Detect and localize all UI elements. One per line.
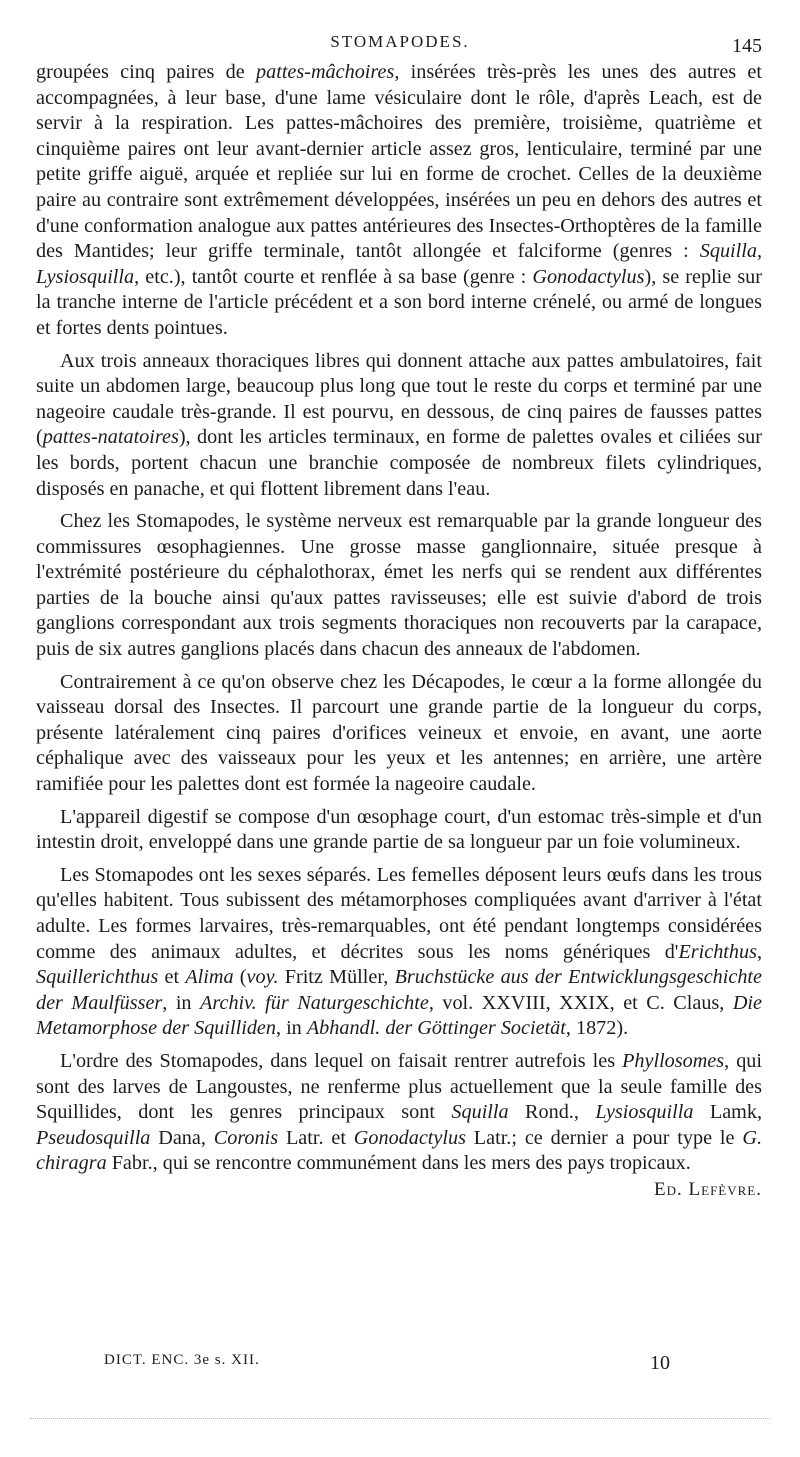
italic-text: Squilla <box>451 1101 509 1124</box>
text-run: L'ordre des Stomapodes, dans lequel on faisait rentrer autrefois les <box>60 1049 623 1072</box>
text-run: Latr.; ce dernier a pour type le <box>465 1126 743 1149</box>
text-run: , insérées très-près les unes des autres et accompagnées, à leur base, d'une lame vésiculaire dont le rôle, d'après Leach, est de servir à la respiration. Les pattes-mâchoires des première, troisième, quatrième et cinquième paires ont leur avant-dernier article assez gros, lenticulaire, terminé par une petite griffe aiguë, arquée et repliée sur lui en forme de crochet. Celles de la deuxième paire au contraire sont extrêmement développées, insérées un peu en dehors des autres et d'une conformation analogue aux pattes antérieures des Insectes-Orthoptères de la famille des Mantides; leur griffe terminale, tantôt allongée et falciforme (genres : <box>36 61 762 263</box>
italic-text: Lysiosquilla <box>36 265 135 288</box>
text-run: Lamk, <box>693 1101 763 1124</box>
text-run: Dana, <box>150 1126 214 1149</box>
footer-reference: DICT. ENC. 3e s. XII. <box>104 1352 260 1368</box>
text-run: ), dont les articles terminaux, en forme de palettes ovales et ciliées sur les bords, portent chacun une branchie composée de nombreux filets cylindriques, disposés en panache, et qui flottent librement dans l'eau. <box>36 426 762 500</box>
page-number: 145 <box>732 35 762 57</box>
text-run: Contrairement à ce qu'on observe chez les Décapodes, le cœur a la forme allongée du vaisseau dorsal des Insectes. Il parcourt une grande partie de la longueur du corps, présente latéralement cinq paires d'orifices veineux et envoie, en avant, une aorte céphalique avec des vaisseaux pour les yeux et les antennes; en arrière, une artère ramifiée pour les palettes dont est formée la nageoire caudale. <box>36 670 762 796</box>
italic-text: voy. <box>246 966 279 989</box>
text-run: Chez les Stomapodes, le système nerveux est remarquable par la grande longueur des commissures œsophagiennes. Une grosse masse ganglionnaire, située presque à l'extrémité postérieure du céphalothorax, émet les nerfs qui se rendent aux différentes parties de la bouche ainsi qu'aux pattes ravisseuses; elle est suivie d'abord de trois ganglions correspondant aux trois segments thoraciques non recouverts par la carapace, puis de six autres ganglions placés dans chacun des anneaux de l'abdomen. <box>36 510 762 661</box>
italic-text: pattes-natatoires <box>42 426 179 449</box>
text-run: , etc.), tantôt courte et renflée à sa base (genre : <box>134 265 533 288</box>
text-run: L'appareil digestif se compose d'un œsophage court, d'un estomac très-simple et d'un intestin droit, enveloppé dans une grande partie de sa longueur par un foie volumineux. <box>36 805 762 854</box>
text-run: Aux trois anneaux thoraciques libres qui donnent attache aux pattes ambulatoires, fait suite un abdomen large, beaucoup plus long que tout le reste du corps et terminé par une nageoire caudale très-grande. Il est pourvu, en dessous, de cinq paires de fausses pattes ( <box>36 349 762 449</box>
text-run: , 1872). <box>565 1017 629 1040</box>
italic-text: Erichthus <box>678 940 757 963</box>
paragraph <box>36 349 762 503</box>
text-run: Fabr., qui se rencontre communément dans les mers des pays tropicaux. <box>106 1152 691 1175</box>
page-footer <box>0 1352 800 1382</box>
paragraph <box>36 805 762 856</box>
text-run: , <box>756 240 762 263</box>
text-run: , vol. XXVIII, XXIX, et C. Claus, <box>428 991 733 1014</box>
author-signature: Ed. Lefèvre. <box>654 1178 762 1200</box>
italic-text: G. chiragra <box>36 1126 762 1175</box>
text-run: Latr. et <box>278 1126 354 1149</box>
italic-text: Gonodactylus <box>353 1126 466 1149</box>
scan-edge-divider <box>30 1418 770 1419</box>
text-run: ( <box>233 966 247 989</box>
paragraph <box>36 670 762 798</box>
paragraph <box>36 509 762 663</box>
text-run: , in <box>162 991 201 1014</box>
text-run: groupées cinq paires de <box>36 61 257 83</box>
italic-text: pattes-mâchoires <box>256 61 395 83</box>
italic-text: Coronis <box>213 1126 279 1149</box>
italic-text: Alima <box>185 966 234 989</box>
paragraph <box>36 1049 763 1200</box>
text-run: , qui sont des larves de Langoustes, ne renferme plus actuellement que la seule famille des Squillides, dont les genres principaux sont <box>36 1049 762 1124</box>
text-run: Les Stomapodes ont les sexes séparés. Les femelles déposent leurs œufs dans les trous qu'elles habitent. Tous subissent des métamorphoses compliquées avant d'arriver à l'état adulte. Les formes larvaires, très-remarquables, ont été pendant longtemps considérées comme des animaux adultes, et décrites sous les noms génériques d' <box>36 863 762 963</box>
italic-text: Lysiosquilla <box>595 1101 694 1124</box>
text-run: Rond., <box>508 1101 596 1124</box>
italic-text: Pseudosquilla <box>36 1126 151 1149</box>
text-run: Fritz Müller, <box>278 966 395 989</box>
running-header <box>0 32 800 56</box>
paragraph <box>36 863 762 1042</box>
article-body <box>36 60 762 1203</box>
italic-text: Bruchstücke aus der Entwicklungsgeschichte der Maulfüsser <box>36 966 763 1014</box>
italic-text: Abhandl. der Göttinger Societät <box>306 1017 566 1040</box>
italic-text: Squilla <box>699 240 757 263</box>
paragraph <box>36 60 762 342</box>
italic-text: Phyllosomes <box>622 1049 725 1072</box>
text-run: , in <box>275 1017 307 1040</box>
running-title: STOMAPODES. <box>330 32 470 51</box>
italic-text: Gonodactylus <box>532 265 645 288</box>
text-run: ), se replie sur la tranche interne de l'article précédent et a son bord interne crénelé, ou armé de longues et fortes dents pointues. <box>36 265 762 339</box>
italic-text: Die Metamorphose der Squilliden <box>36 991 762 1040</box>
italic-text: Squillerichthus <box>36 966 159 989</box>
text-run: , <box>756 940 762 963</box>
italic-text: Archiv. für Naturgeschichte <box>200 991 429 1014</box>
sheet-number: 10 <box>650 1352 670 1374</box>
text-run: et <box>158 966 186 989</box>
